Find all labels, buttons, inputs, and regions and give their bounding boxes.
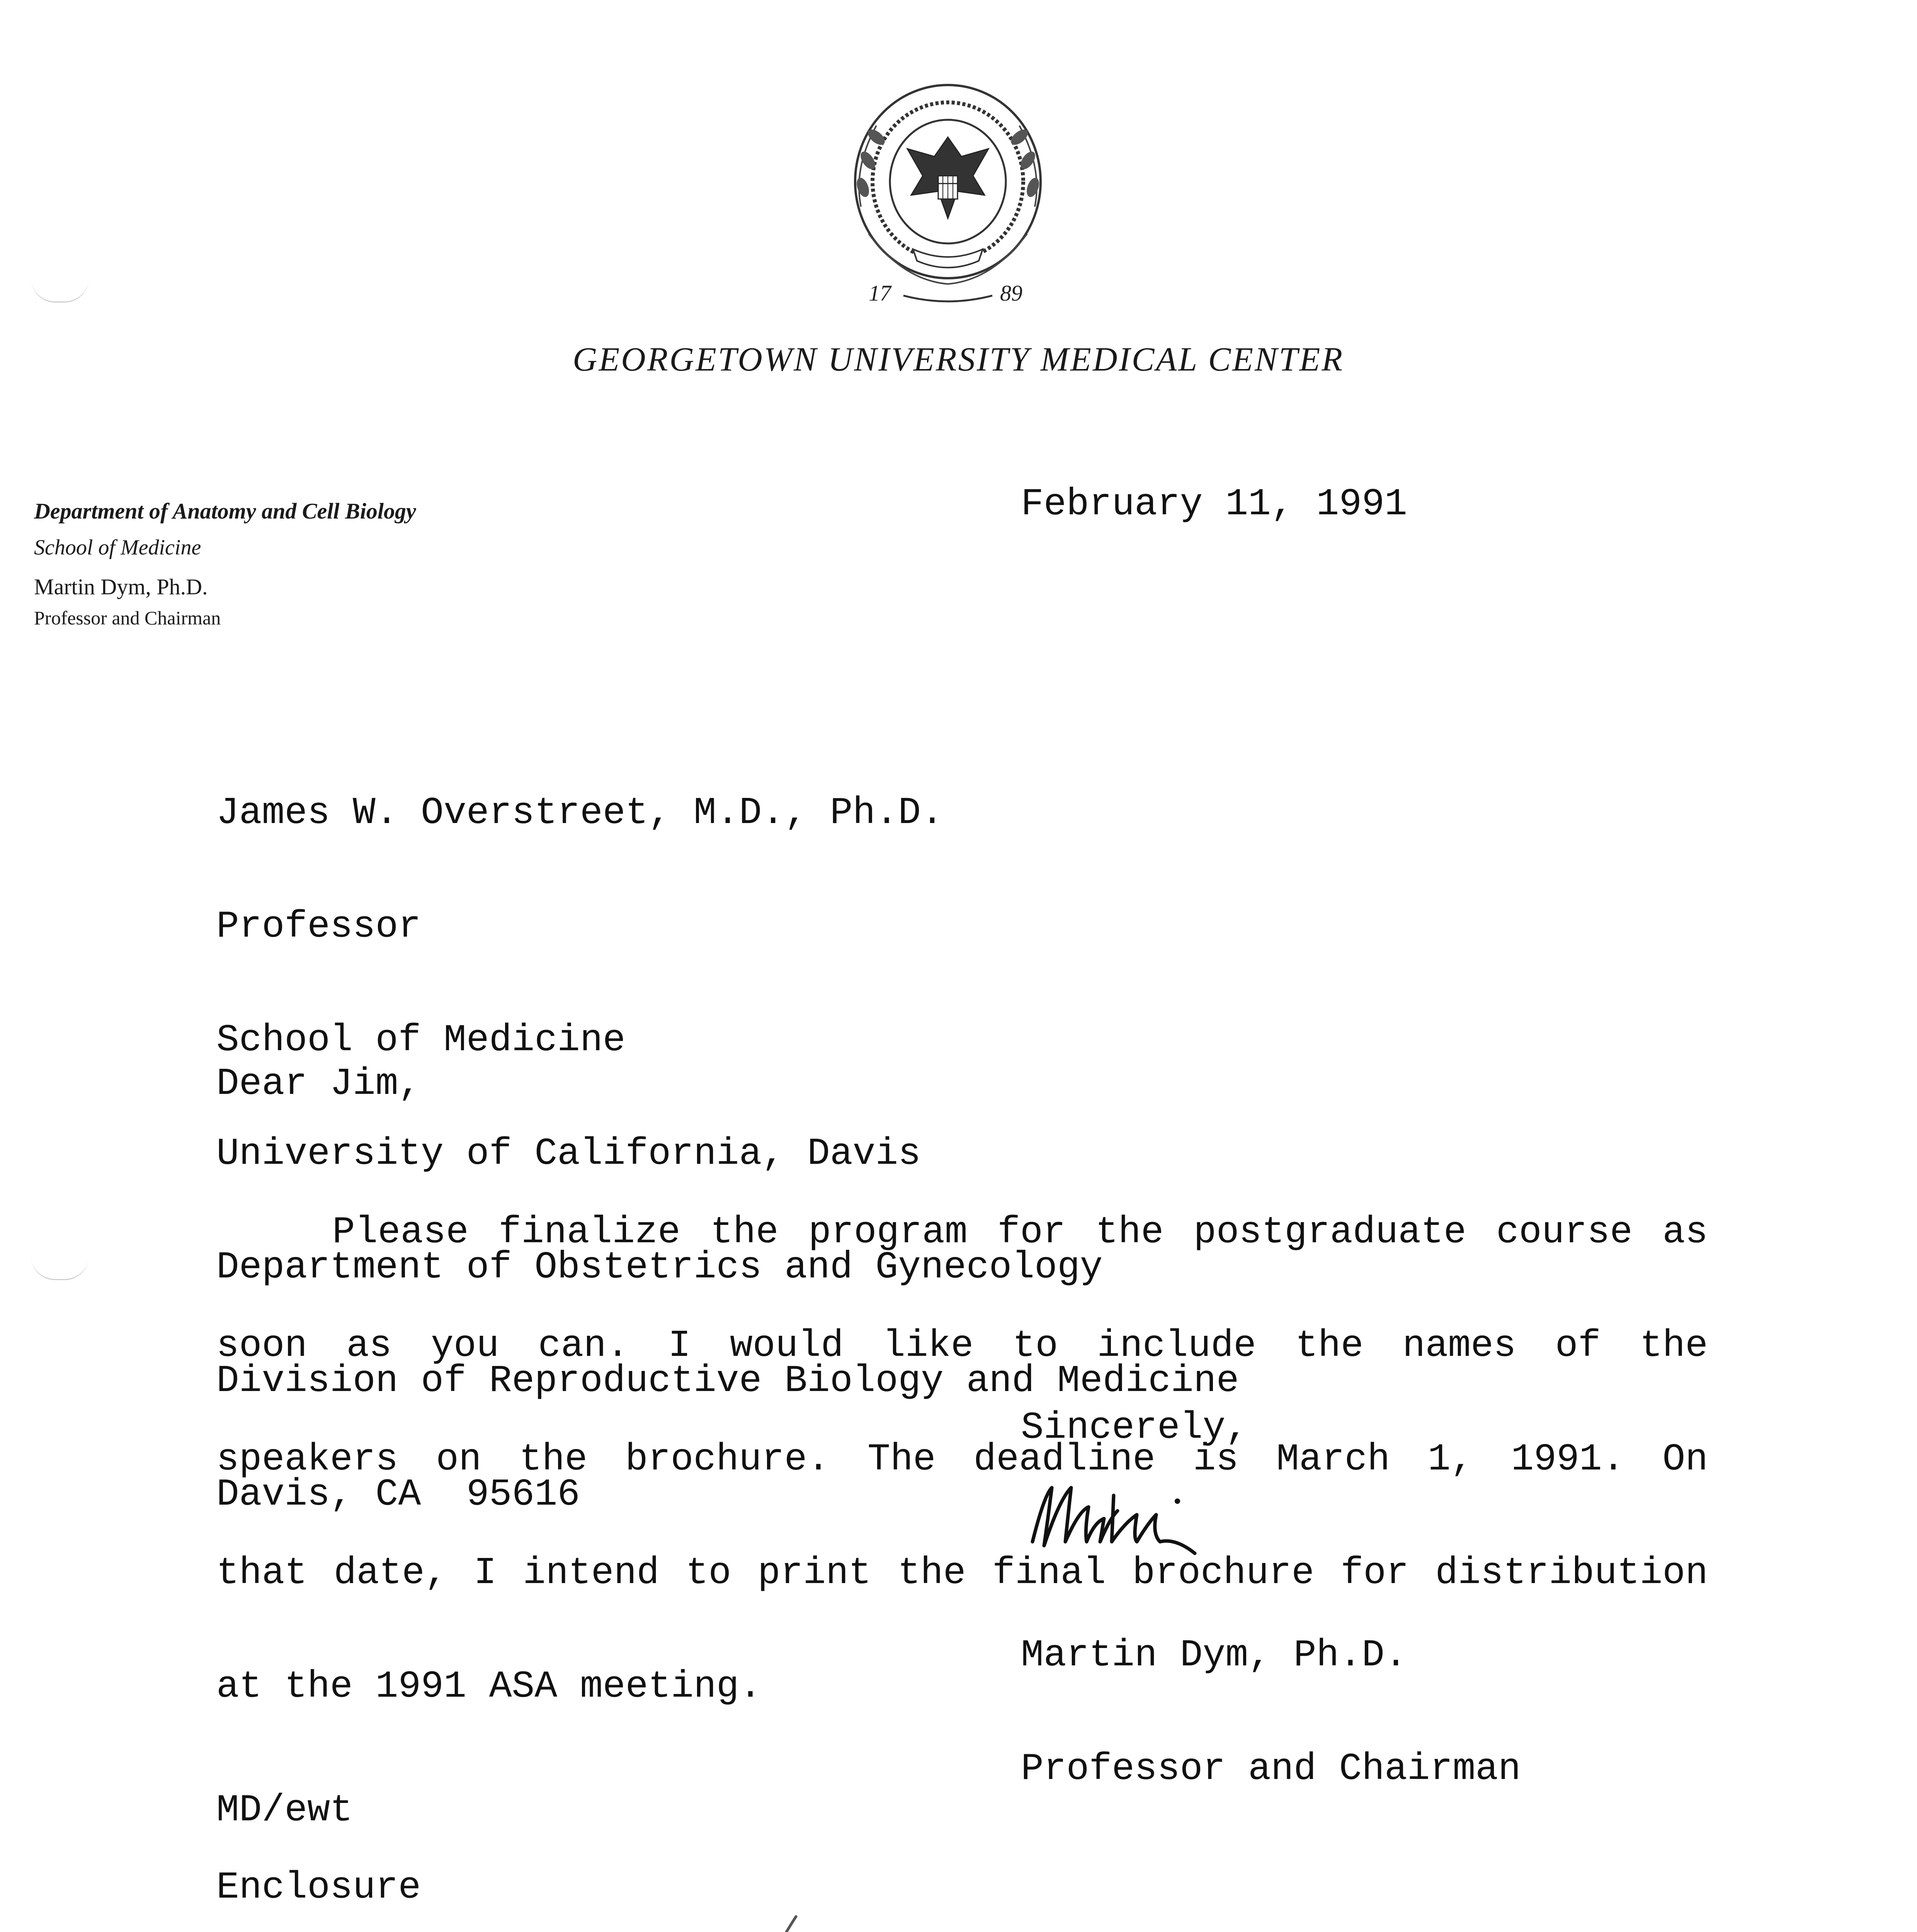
department-person: Martin Dym, Ph.D. [34, 574, 208, 599]
enclosure-note: Enclosure [216, 1866, 421, 1909]
check-mark-icon [744, 1913, 798, 1932]
recipient-line: Department of Obstetrics and Gynecology [216, 1246, 1103, 1289]
department-block [34, 493, 416, 629]
signer-name: Martin Dym, Ph.D. [1021, 1634, 1407, 1677]
signer-title: Professor and Chairman [1021, 1748, 1521, 1791]
body-line: Please finalize the program for the postgraduate course as [332, 1211, 1708, 1254]
body-line: speakers on the brochure. The deadline is March 1, 1991. On [216, 1438, 1708, 1481]
body-line: soon as you can. I would like to include the names of the [216, 1325, 1708, 1367]
institution-name: GEORGETOWN UNIVERSITY MEDICAL CENTER [572, 341, 1344, 378]
body-line: at the 1991 ASA meeting. [216, 1665, 762, 1708]
school-name: School of Medicine [34, 536, 201, 560]
department-person-title: Professor and Chairman [34, 607, 221, 629]
recipient-line: School of Medicine [216, 1019, 626, 1062]
handwritten-signature [1021, 1464, 1222, 1561]
seal-year-left: 17 [869, 281, 891, 306]
recipient-line: James W. Overstreet, M.D., Ph.D. [216, 792, 944, 835]
reference-initials: MD/ewt [216, 1789, 353, 1832]
signature-block [1021, 1561, 1521, 1864]
punch-hole-mark [31, 1256, 89, 1280]
recipient-line: University of California, Davis [216, 1133, 921, 1175]
seal-year-right: 89 [1000, 281, 1022, 306]
closing: Sincerely, [1021, 1406, 1249, 1449]
body-line: that date, I intend to print the final brochure for distribution [216, 1552, 1708, 1595]
recipient-line: Professor [216, 905, 421, 948]
punch-hole-mark [31, 278, 89, 303]
department-name: Department of Anatomy and Cell Biology [34, 498, 416, 524]
recipient-line: Division of Reproductive Biology and Medicine [216, 1360, 1239, 1403]
salutation: Dear Jim, [216, 1063, 421, 1105]
recipient-line: Davis, CA 95616 [216, 1473, 580, 1516]
letter-date: February 11, 1991 [1021, 483, 1407, 526]
university-seal [845, 79, 1050, 315]
seal-emblem-icon [845, 79, 1050, 315]
